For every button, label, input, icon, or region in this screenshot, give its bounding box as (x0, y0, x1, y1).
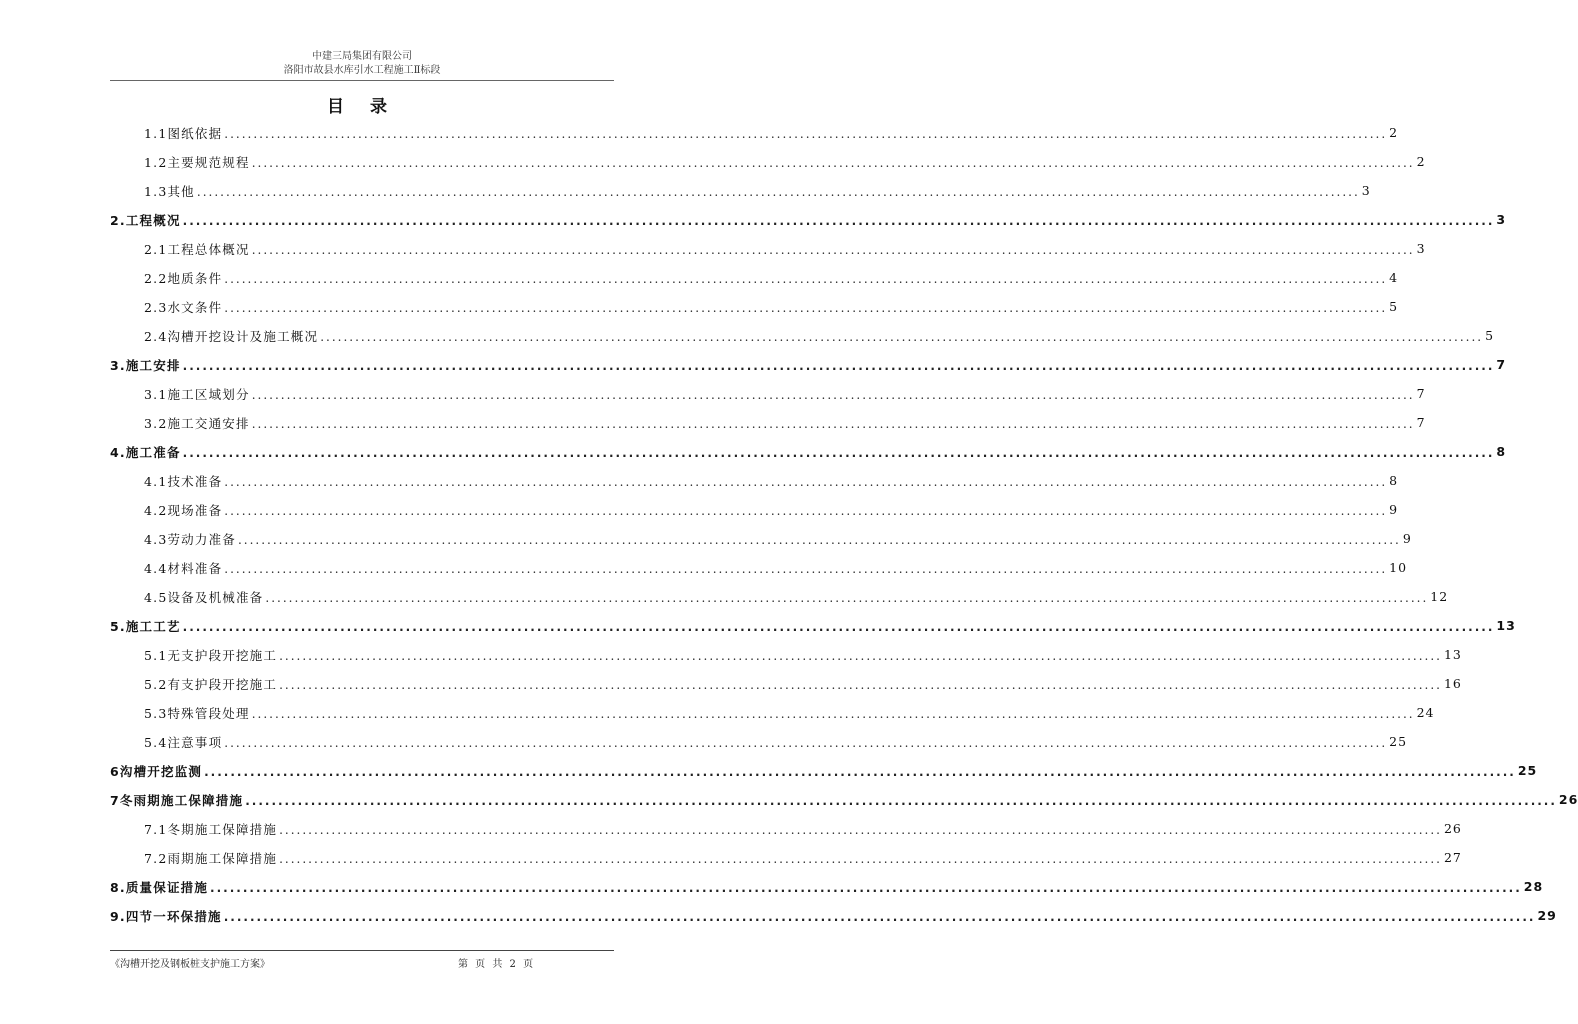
toc-dot-leader: ........................................................................................................................................................................................................ (182, 213, 1495, 228)
toc-entry-page: 7 (1416, 386, 1426, 401)
toc-entry-label: 1.2主要规范规程 (144, 154, 250, 170)
toc-entry[interactable] (110, 466, 1399, 495)
footer-page-info: 第 页 共 2 页 (458, 959, 536, 970)
toc-dot-leader: ........................................................................................................................................................................................................ (251, 387, 1415, 402)
toc-entry-page: 8 (1389, 473, 1399, 488)
toc-entry[interactable] (110, 843, 1462, 872)
toc-dot-leader: ........................................................................................................................................................................................................ (224, 474, 1388, 489)
table-of-contents (110, 118, 1578, 930)
toc-entry-page: 2 (1416, 154, 1426, 169)
toc-entry[interactable] (110, 582, 1449, 611)
toc-dot-leader: ........................................................................................................................................................................................................ (279, 822, 1442, 837)
toc-entry[interactable] (110, 524, 1412, 553)
toc-entry[interactable] (110, 756, 1538, 785)
header-project: 洛阳市故县水库引水工程施工Ⅱ标段 (283, 65, 441, 76)
toc-entry-page: 5 (1389, 299, 1399, 314)
toc-dot-leader: ........................................................................................................................................................................................................ (245, 793, 1557, 808)
toc-entry[interactable] (110, 321, 1495, 350)
toc-dot-leader: ........................................................................................................................................................................................................ (237, 532, 1401, 547)
toc-entry-page: 8 (1496, 444, 1507, 459)
toc-dot-leader: ........................................................................................................................................................................................................ (224, 126, 1388, 141)
toc-entry-label: 7冬雨期施工保障措施 (110, 792, 244, 808)
toc-entry[interactable] (110, 379, 1426, 408)
toc-entry-page: 29 (1537, 908, 1557, 923)
toc-dot-leader: ........................................................................................................................................................................................................ (265, 590, 1429, 605)
toc-entry-page: 26 (1443, 821, 1462, 836)
toc-dot-leader: ........................................................................................................................................................................................................ (320, 329, 1484, 344)
toc-dot-leader: ........................................................................................................................................................................................................ (224, 561, 1388, 576)
toc-entry-page: 9 (1389, 502, 1399, 517)
toc-entry-page: 9 (1402, 531, 1412, 546)
toc-dot-leader: ........................................................................................................................................................................................................ (223, 909, 1536, 924)
toc-entry-page: 2 (1389, 125, 1399, 140)
toc-entry[interactable] (110, 495, 1399, 524)
toc-entry-label: 4.3劳动力准备 (144, 531, 236, 547)
toc-entry[interactable] (110, 669, 1462, 698)
toc-dot-leader: ........................................................................................................................................................................................................ (279, 677, 1442, 692)
toc-entry-label: 5.1无支护段开挖施工 (144, 647, 278, 663)
toc-entry-page: 25 (1389, 734, 1408, 749)
toc-dot-leader: ........................................................................................................................................................................................................ (251, 242, 1415, 257)
toc-entry-label: 3.2施工交通安排 (144, 415, 250, 431)
toc-entry-page: 10 (1389, 560, 1408, 575)
toc-dot-leader: ........................................................................................................................................................................................................ (251, 706, 1415, 721)
toc-entry-label: 4.5设备及机械准备 (144, 589, 264, 605)
toc-entry[interactable] (110, 727, 1408, 756)
toc-entry-label: 2.1工程总体概况 (144, 241, 250, 257)
toc-entry[interactable] (110, 872, 1544, 901)
toc-dot-leader: ........................................................................................................................................................................................................ (279, 851, 1442, 866)
header-divider (110, 80, 614, 81)
toc-entry-page: 5 (1485, 328, 1495, 343)
toc-entry-page: 3 (1496, 212, 1507, 227)
toc-entry[interactable] (110, 234, 1426, 263)
toc-entry-label: 1.3其他 (144, 183, 195, 199)
toc-dot-leader: ........................................................................................................................................................................................................ (182, 445, 1495, 460)
toc-dot-leader: ........................................................................................................................................................................................................ (224, 271, 1388, 286)
toc-entry-page: 12 (1430, 589, 1449, 604)
toc-entry-label: 2.工程概况 (110, 212, 181, 228)
toc-entry[interactable] (110, 408, 1426, 437)
toc-entry-label: 4.施工准备 (110, 444, 181, 460)
toc-entry[interactable] (110, 814, 1462, 843)
toc-entry[interactable] (110, 263, 1399, 292)
toc-entry-label: 4.1技术准备 (144, 473, 223, 489)
toc-entry[interactable] (110, 147, 1426, 176)
toc-dot-leader: ........................................................................................................................................................................................................ (251, 416, 1415, 431)
toc-entry-label: 9.四节一环保措施 (110, 908, 222, 924)
toc-entry[interactable] (110, 553, 1408, 582)
toc-entry[interactable] (110, 640, 1462, 669)
toc-entry-label: 4.2现场准备 (144, 502, 223, 518)
toc-entry-label: 5.2有支护段开挖施工 (144, 676, 278, 692)
toc-entry-label: 5.3特殊管段处理 (144, 705, 250, 721)
toc-dot-leader: ........................................................................................................................................................................................................ (182, 358, 1495, 373)
page-header (0, 50, 724, 78)
toc-entry-page: 16 (1443, 676, 1462, 691)
toc-dot-leader: ........................................................................................................................................................................................................ (224, 503, 1388, 518)
toc-entry-label: 3.施工安排 (110, 357, 181, 373)
toc-entry[interactable] (110, 785, 1578, 814)
toc-entry-page: 7 (1416, 415, 1426, 430)
toc-entry-label: 7.1冬期施工保障措施 (144, 821, 278, 837)
toc-entry-label: 8.质量保证措施 (110, 879, 209, 895)
toc-entry-page: 25 (1517, 763, 1538, 778)
toc-entry[interactable] (110, 611, 1516, 640)
toc-entry-label: 4.4材料准备 (144, 560, 223, 576)
toc-dot-leader: ........................................................................................................................................................................................................ (204, 764, 1516, 779)
toc-entry[interactable] (110, 205, 1507, 234)
toc-dot-leader: ........................................................................................................................................................................................................ (251, 155, 1415, 170)
toc-entry[interactable] (110, 350, 1507, 379)
toc-entry[interactable] (110, 901, 1557, 930)
toc-entry-label: 6沟槽开挖监测 (110, 763, 203, 779)
toc-entry[interactable] (110, 292, 1399, 321)
toc-dot-leader: ........................................................................................................................................................................................................ (224, 735, 1388, 750)
toc-entry-label: 5.4注意事项 (144, 734, 223, 750)
toc-entry-page: 3 (1416, 241, 1426, 256)
toc-entry-label: 3.1施工区域划分 (144, 386, 250, 402)
toc-dot-leader: ........................................................................................................................................................................................................ (182, 619, 1495, 634)
toc-entry-page: 13 (1443, 647, 1462, 662)
toc-entry[interactable] (110, 176, 1371, 205)
toc-entry-label: 2.4沟槽开挖设计及施工概况 (144, 328, 319, 344)
toc-entry[interactable] (110, 437, 1507, 466)
toc-dot-leader: ........................................................................................................................................................................................................ (279, 648, 1442, 663)
footer-divider (110, 950, 614, 951)
toc-dot-leader: ........................................................................................................................................................................................................ (196, 184, 1360, 199)
toc-entry-label: 2.2地质条件 (144, 270, 223, 286)
header-company: 中建三局集团有限公司 (312, 51, 412, 62)
toc-entry-label: 1.1图纸依据 (144, 125, 223, 141)
toc-dot-leader: ........................................................................................................................................................................................................ (210, 880, 1522, 895)
toc-entry-label: 7.2雨期施工保障措施 (144, 850, 278, 866)
toc-entry-page: 3 (1361, 183, 1371, 198)
toc-entry[interactable] (110, 698, 1435, 727)
toc-entry-page: 28 (1523, 879, 1544, 894)
toc-entry-page: 24 (1416, 705, 1435, 720)
toc-title: 目 录 (327, 97, 397, 117)
toc-entry-page: 4 (1389, 270, 1399, 285)
footer-document-name: 《沟槽开挖及钢板桩支护施工方案》 (110, 959, 270, 970)
toc-entry-page: 27 (1443, 850, 1462, 865)
toc-dot-leader: ........................................................................................................................................................................................................ (224, 300, 1388, 315)
toc-entry-label: 5.施工工艺 (110, 618, 181, 634)
toc-entry-label: 2.3水文条件 (144, 299, 223, 315)
toc-entry[interactable] (110, 118, 1399, 147)
toc-entry-page: 7 (1496, 357, 1507, 372)
toc-entry-page: 26 (1558, 792, 1578, 807)
toc-entry-page: 13 (1496, 618, 1516, 633)
